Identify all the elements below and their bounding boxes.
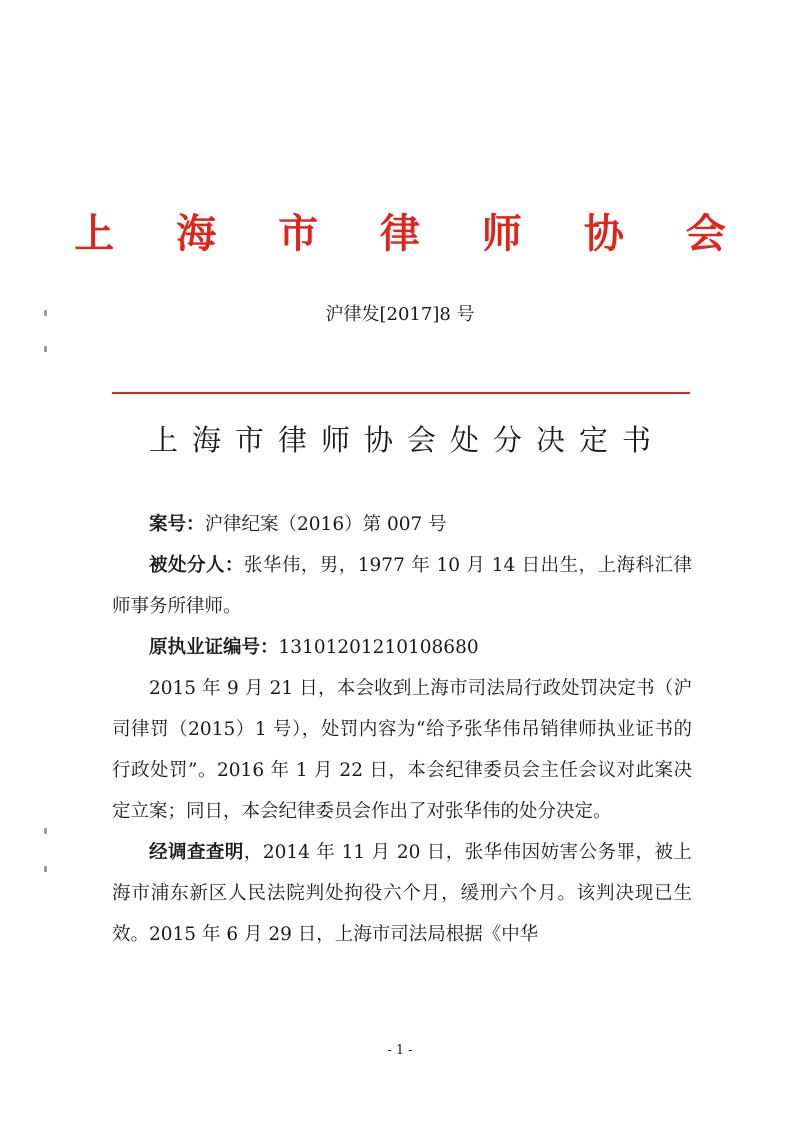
case-number-line xyxy=(112,504,692,545)
respondent-label: 被处分人： xyxy=(149,555,244,576)
respondent-value: 张华伟，男，1977 年 10 月 14 日出生，上海科汇律师事务所律师。 xyxy=(112,555,692,617)
page-number: - 1 - xyxy=(387,1043,413,1058)
license-line xyxy=(112,627,692,668)
findings-label: 经调查查明 xyxy=(149,842,244,863)
license-value: 13101201210108680 xyxy=(278,637,479,658)
license-label: 原执业证编号： xyxy=(149,637,279,658)
findings-value: ，2014 年 11 月 20 日，张华伟因妨害公务罪，被上海市浦东新区人民法院判处拘役六个月，缓刑六个月。该判决现已生效。2015 年 6 月 29 日，上海市司法局根据《中华 xyxy=(112,842,692,945)
document-number: 沪律发[2017]8 号 xyxy=(325,304,475,325)
findings-paragraph xyxy=(112,832,692,955)
respondent-line xyxy=(112,545,692,627)
punch-mark xyxy=(44,866,47,872)
case-number-value: 沪律纪案（2016）第 007 号 xyxy=(204,514,447,535)
paragraph-1: 2015 年 9 月 21 日，本会收到上海市司法局行政处罚决定书（沪司律罚（2015）1 号），处罚内容为“给予张华伟吊销律师执业证书的行政处罚”。2016 年 1 月 22 日，本会纪律委员会主任会议对此案决定立案；同日，本会纪律委员会作出了对张华伟的处分决定。 xyxy=(112,678,692,822)
case-number-label: 案号： xyxy=(149,514,205,535)
organization-header: 上 海 市 律 师 协 会 xyxy=(74,210,750,257)
punch-mark xyxy=(44,346,47,352)
document-body xyxy=(112,504,692,955)
red-divider xyxy=(112,392,690,394)
punch-mark xyxy=(44,828,47,834)
document-title: 上海市律师协会处分决定书 xyxy=(148,423,665,457)
